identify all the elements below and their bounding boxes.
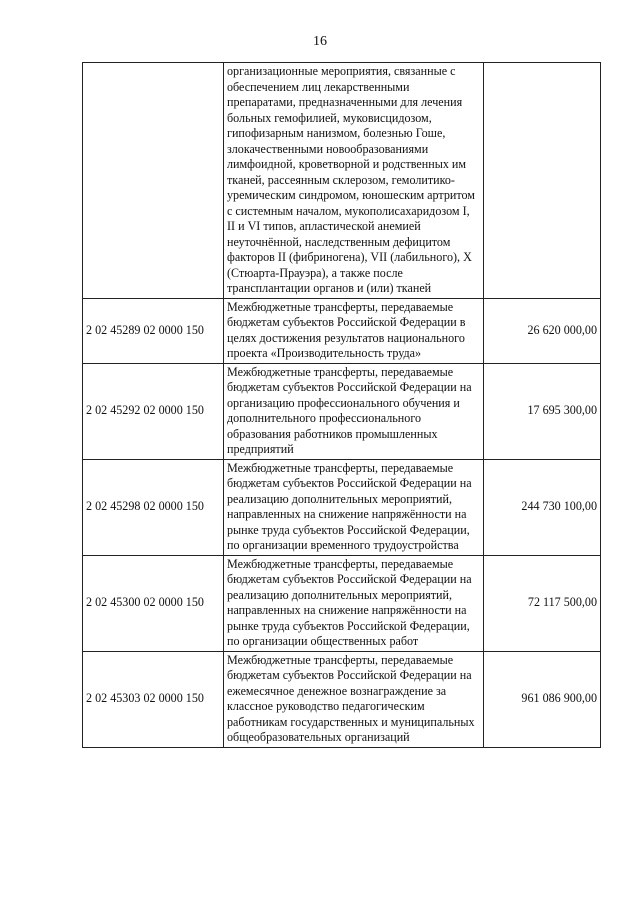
revenue-amount-cell: 26 620 000,00: [484, 298, 601, 363]
revenue-description-cell: Межбюджетные трансферты, передаваемые бюджетам субъектов Российской Федерации на реализацию дополнительных мероприятий, направленных на снижение напряжённости на рынке труда субъектов Российской Федерации, по организации общественных работ: [224, 555, 484, 651]
revenue-amount-cell: 17 695 300,00: [484, 363, 601, 459]
revenue-code-cell: 2 02 45292 02 0000 150: [83, 363, 224, 459]
revenue-code-cell: [83, 63, 224, 299]
revenue-code-cell: 2 02 45289 02 0000 150: [83, 298, 224, 363]
revenue-code-cell: 2 02 45298 02 0000 150: [83, 459, 224, 555]
revenue-amount-cell: 72 117 500,00: [484, 555, 601, 651]
table-row: [83, 63, 601, 299]
revenue-amount-cell: 961 086 900,00: [484, 651, 601, 747]
table-row: [83, 651, 601, 747]
table-row: [83, 555, 601, 651]
revenue-code-cell: 2 02 45303 02 0000 150: [83, 651, 224, 747]
page-number: 16: [313, 34, 327, 49]
budget-revenue-table: [82, 62, 601, 748]
revenue-description-cell: Межбюджетные трансферты, передаваемые бюджетам субъектов Российской Федерации на реализацию дополнительных мероприятий, направленных на снижение напряжённости на рынке труда субъектов Российской Федерации, по организации временного трудоустройства: [224, 459, 484, 555]
table-row: [83, 459, 601, 555]
revenue-description-cell: Межбюджетные трансферты, передаваемые бюджетам субъектов Российской Федерации на организацию профессионального обучения и дополнительного профессионального образования работников промышленных предприятий: [224, 363, 484, 459]
table-row: [83, 298, 601, 363]
revenue-description-cell: Межбюджетные трансферты, передаваемые бюджетам субъектов Российской Федерации на ежемесячное денежное вознаграждение за классное руководство педагогическим работникам государственных и муниципальных общеобразовательных организаций: [224, 651, 484, 747]
revenue-description-cell: организационные мероприятия, связанные с обеспечением лиц лекарственными препаратами, предназначенными для лечения больных гемофилией, муковисцидозом, гипофизарным нанизмом, болезнью Гоше, злокачественными новообразованиями лимфоидной, кроветворной и родственных им тканей, рассеянным склерозом, гемолитико-уремическим синдромом, юношеским артритом с системным началом, мукополисахаридозом I, II и VI типов, апластической анемией неуточнённой, наследственным дефицитом факторов II (фибриногена), VII (лабильного), X (Стюарта-Прауэра), а также после трансплантации органов и (или) тканей: [224, 63, 484, 299]
table-row: [83, 363, 601, 459]
revenue-description-cell: Межбюджетные трансферты, передаваемые бюджетам субъектов Российской Федерации в целях достижения результатов национального проекта «Производительность труда»: [224, 298, 484, 363]
revenue-code-cell: 2 02 45300 02 0000 150: [83, 555, 224, 651]
revenue-amount-cell: 244 730 100,00: [484, 459, 601, 555]
revenue-amount-cell: [484, 63, 601, 299]
